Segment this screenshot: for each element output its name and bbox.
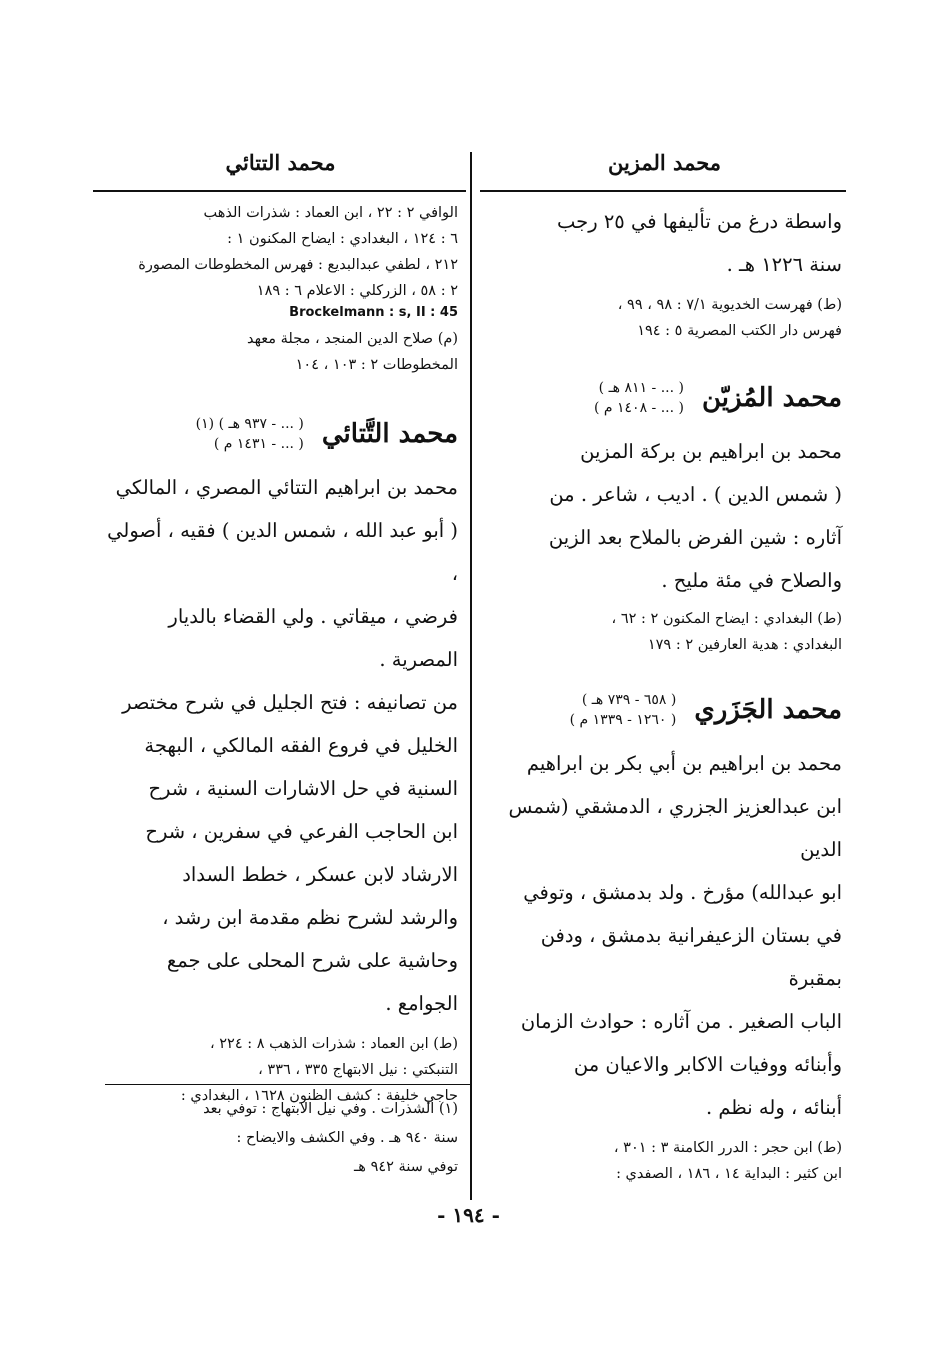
text-line: والصلاح في مئة مليح .	[661, 569, 842, 592]
footnote	[103, 1095, 458, 1182]
text-line: من تصانيفه : فتح الجليل في شرح مختصر	[122, 691, 458, 714]
text-line: الباب الصغير . من آثاره : حوادث الزمان	[520, 1010, 842, 1033]
entry-body	[487, 742, 842, 1129]
reference-line: ٢ : ٥٨ ، الزركلي : الاعلام ٦ : ١٨٩	[256, 283, 458, 299]
left-column-header: محمد التتائي	[225, 150, 336, 175]
text-line: ( أبو عبد الله ، شمس الدين ) فقيه ، أصولي ،	[107, 519, 458, 585]
entry-heading	[103, 414, 458, 454]
page-number: - ١٩٤ -	[437, 1203, 500, 1227]
entry-body	[103, 466, 458, 1025]
column-divider	[470, 152, 472, 1200]
text-line: ( شمس الدين ) . اديب ، شاعر . من	[549, 483, 842, 506]
reference-line: البغدادي : هدية العارفين ٢ : ١٧٩	[647, 637, 842, 653]
entry-name: محمد الجَزَري	[694, 695, 842, 725]
text-line: الارشاد لابن عسكر ، خطط السداد	[182, 863, 458, 886]
entry-al-muzayyin	[487, 378, 842, 658]
entry-al-tatai	[103, 414, 458, 1109]
right-continuation-refs	[487, 292, 842, 344]
entry-al-jazari	[487, 690, 842, 1187]
text-line: ابن الحاجب الفرعي في سفرين ، شرح	[145, 820, 458, 843]
entry-refs	[487, 606, 842, 658]
reference-line: فهرس دار الكتب المصرية ٥ : ١٩٤	[637, 323, 842, 339]
dates-gregorian: ( ... - ١٤٣١ م )	[213, 436, 304, 452]
reference-line: ٢١٢ ، لطفي عبدالبديع : فهرس المخطوطات المصورة	[138, 257, 458, 273]
header-rule-left	[93, 190, 466, 192]
footnote-line: توفي سنة ٩٤٢ هـ	[354, 1159, 458, 1175]
text-line: محمد بن ابراهيم التتائي المصري ، المالكي	[115, 476, 458, 499]
right-continuation	[487, 200, 842, 286]
text-line: أبنائه ، وله نظم .	[705, 1096, 842, 1119]
reference-line: التنبكتي : نيل الابتهاج ٣٣٥ ، ٣٣٦ ،	[258, 1062, 458, 1078]
right-column	[487, 200, 842, 1187]
entry-refs	[487, 1135, 842, 1187]
reference-line: حاجي خليفة : كشف الظنون ١٦٢٨ ، البغدادي :	[180, 1088, 458, 1104]
reference-line: المخطوطات ٢ : ١٠٣ ، ١٠٤	[295, 357, 458, 373]
text-line: السنية في حل الاشارات السنية ، شرح	[148, 777, 458, 800]
text-line: ابن عبدالعزيز الجزري ، الدمشقي (شمس الدين	[508, 795, 842, 861]
text-line: فرضي ، ميقاتي . ولي القضاء بالديار المصرية .	[168, 605, 458, 671]
left-continuation-refs	[103, 200, 458, 378]
text-line: في بستان الزعيفرانية بدمشق ، ودفن بمقبرة	[540, 924, 842, 990]
reference-line: (ط) فهرست الخديوية ٧/١ : ٩٨ ، ٩٩ ،	[617, 297, 842, 313]
text-line: سنة ١٢٢٦ هـ .	[726, 253, 842, 276]
latin-reference: Brockelmann : s, II : 45	[289, 305, 458, 320]
dates-hijri: ( ٦٥٨ - ٧٣٩ هـ )	[581, 692, 677, 708]
dates-hijri: ( ... - ٩٣٧ هـ ) (١)	[195, 416, 304, 432]
reference-line: الوافي ٢ : ٢٢ ، ابن العماد : شذرات الذهب	[203, 205, 458, 221]
reference-line: (ط) ابن العماد : شذرات الذهب ٨ : ٢٢٤ ،	[209, 1036, 458, 1052]
text-line: والرشد لشرح نظم مقدمة ابن رشد ،	[162, 906, 458, 929]
text-line: محمد بن ابراهيم بن أبي بكر بن ابراهيم	[526, 752, 842, 775]
entry-heading	[487, 690, 842, 730]
right-column-header: محمد المزين	[607, 150, 722, 175]
text-line: محمد بن ابراهيم بن بركة المزين	[580, 440, 842, 463]
reference-line: (م) صلاح الدين المنجد ، مجلة معهد	[246, 331, 458, 347]
reference-line: (ط) ابن حجر : الدرر الكامنة ٣ : ٣٠١ ،	[613, 1140, 842, 1156]
reference-line: ابن كثير : البداية ١٤ ، ١٨٦ ، الصفدي :	[616, 1166, 842, 1182]
entry-heading	[487, 378, 842, 418]
entry-dates	[594, 378, 684, 418]
dates-gregorian: ( ... - ١٤٠٨ م )	[593, 400, 684, 416]
reference-line: (ط) البغدادي : ايضاح المكنون ٢ : ٦٢ ،	[611, 611, 842, 627]
footnote-line: سنة ٩٤٠ هـ . وفي الكشف والايضاح :	[236, 1130, 458, 1146]
dates-gregorian: ( ١٢٦٠ - ١٣٣٩ م )	[569, 712, 677, 728]
text-line: الخليل في فروع الفقه المالكي ، البهجة	[144, 734, 458, 757]
entry-dates	[196, 414, 304, 454]
text-line: ابو عبدالله) مؤرخ . ولد بدمشق ، وتوفي	[523, 881, 842, 904]
dates-hijri: ( ... - ٨١١ هـ )	[598, 380, 684, 396]
text-line: وأبنائه ووفيات الاكابر والاعيان من	[573, 1053, 842, 1076]
left-column	[103, 200, 458, 1109]
entry-name: محمد المُزيّن	[702, 383, 842, 413]
entry-body	[487, 430, 842, 602]
entry-name: محمد التَّتائي	[321, 419, 458, 449]
entry-dates	[570, 690, 677, 730]
header-rule-right	[480, 190, 846, 192]
reference-line: ٦ : ١٢٤ ، البغدادي : ايضاح المكنون ١ :	[227, 231, 458, 247]
text-line: واسطة درغ من تأليفها في ٢٥ رجب	[557, 210, 842, 233]
footnote-line: (١) الشذرات . وفي نيل الابتهاج : توفي بعد	[203, 1101, 458, 1117]
text-line: آثاره : شين الفرض بالملاح بعد الزين	[548, 526, 842, 549]
text-line: وحاشية على شرح المحلى على جمع الجوامع .	[166, 949, 458, 1015]
